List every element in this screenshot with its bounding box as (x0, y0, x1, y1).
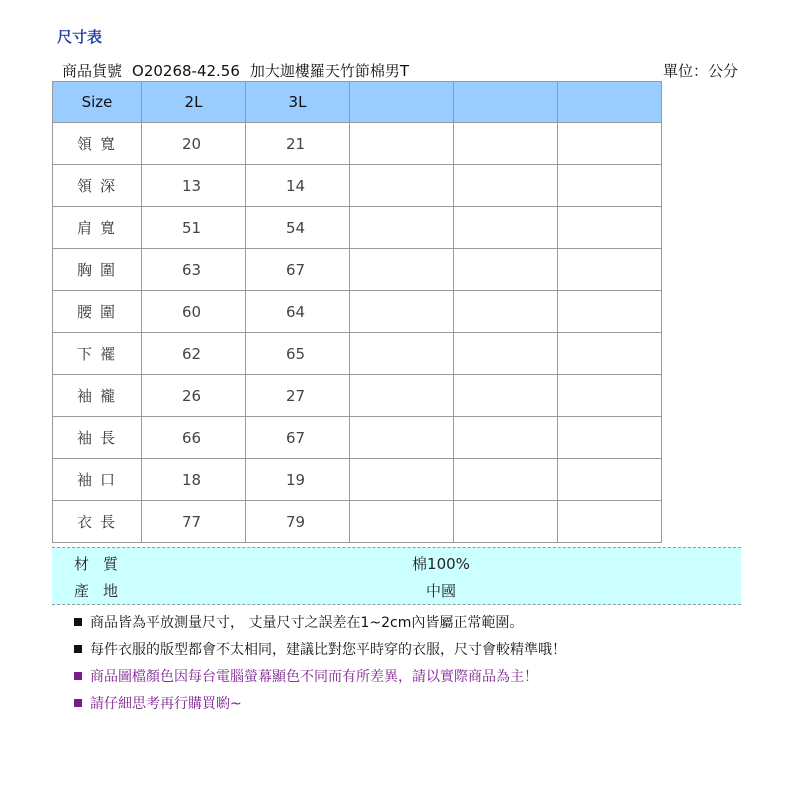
table-cell (558, 291, 662, 333)
row-label: 袖長 (53, 417, 142, 459)
table-cell (454, 249, 558, 291)
table-cell: 27 (246, 375, 350, 417)
table-cell (558, 501, 662, 543)
row-label: 腰圍 (53, 291, 142, 333)
note-text: 商品圖檔顏色因每台電腦螢幕顯色不同而有所差異，請以實際商品為主！ (90, 669, 538, 685)
row-label: 領深 (53, 165, 142, 207)
row-label: 袖襱 (53, 375, 142, 417)
table-cell: 54 (246, 207, 350, 249)
table-cell (350, 501, 454, 543)
table-cell: 63 (142, 249, 246, 291)
table-cell (454, 291, 558, 333)
table-cell (350, 207, 454, 249)
square-bullet-icon (74, 672, 82, 680)
table-cell: 13 (142, 165, 246, 207)
row-label: 胸圍 (53, 249, 142, 291)
table-cell: 14 (246, 165, 350, 207)
table-row (53, 291, 662, 333)
product-code-label: 商品貨號 (62, 62, 123, 80)
material-row (52, 549, 741, 575)
unit-label: 單位：公分 (662, 62, 738, 80)
table-cell: 67 (246, 249, 350, 291)
table-cell: 18 (142, 459, 246, 501)
product-info (62, 60, 419, 81)
header-cell: 3L (246, 82, 350, 123)
header-cell: Size (53, 82, 142, 123)
material-label: 材質 (74, 555, 133, 573)
row-label: 衣長 (53, 501, 142, 543)
row-label: 領寬 (53, 123, 142, 165)
table-row (53, 249, 662, 291)
header-cell (558, 82, 662, 123)
table-cell (558, 375, 662, 417)
table-cell: 26 (142, 375, 246, 417)
product-line (62, 60, 738, 80)
table-cell (558, 249, 662, 291)
row-label: 下襬 (53, 333, 142, 375)
table-cell (454, 501, 558, 543)
table-cell (454, 123, 558, 165)
product-code: O20268-42.56 (132, 62, 240, 80)
table-cell (350, 291, 454, 333)
table-header-row (53, 82, 662, 123)
table-cell (454, 165, 558, 207)
page-title: 尺寸表 (57, 28, 103, 46)
table-cell: 67 (246, 417, 350, 459)
origin-row (52, 576, 741, 602)
table-cell (350, 333, 454, 375)
table-cell (454, 417, 558, 459)
header-cell (350, 82, 454, 123)
table-cell: 20 (142, 123, 246, 165)
table-cell (558, 459, 662, 501)
origin-label: 產地 (74, 582, 133, 600)
table-cell: 64 (246, 291, 350, 333)
table-row (53, 417, 662, 459)
table-cell (350, 375, 454, 417)
table-cell (558, 333, 662, 375)
header-cell (454, 82, 558, 123)
row-label: 袖口 (53, 459, 142, 501)
table-cell: 77 (142, 501, 246, 543)
table-cell: 21 (246, 123, 350, 165)
note-item (74, 666, 566, 693)
size-table (52, 81, 662, 543)
table-row (53, 165, 662, 207)
table-cell (558, 165, 662, 207)
material-origin-panel (52, 547, 741, 605)
material-value: 棉100% (412, 555, 470, 573)
table-cell (350, 417, 454, 459)
table-row (53, 501, 662, 543)
row-label: 肩寬 (53, 207, 142, 249)
table-row (53, 207, 662, 249)
table-cell (558, 207, 662, 249)
table-cell (350, 165, 454, 207)
table-cell: 60 (142, 291, 246, 333)
table-cell: 51 (142, 207, 246, 249)
square-bullet-icon (74, 699, 82, 707)
table-cell (558, 123, 662, 165)
table-cell: 65 (246, 333, 350, 375)
table-cell (350, 459, 454, 501)
square-bullet-icon (74, 645, 82, 653)
table-cell (350, 123, 454, 165)
table-cell (558, 417, 662, 459)
note-item (74, 612, 566, 639)
table-cell (454, 207, 558, 249)
notes-list (74, 612, 566, 720)
table-cell: 66 (142, 417, 246, 459)
note-text: 請仔細思考再行購買喲~ (90, 696, 242, 712)
table-row (53, 375, 662, 417)
table-cell: 62 (142, 333, 246, 375)
product-name: 加大迦樓羅天竹節棉男T (249, 62, 410, 80)
note-text: 商品皆為平放測量尺寸， 丈量尺寸之誤差在1~2cm內皆屬正常範圍。 (90, 615, 524, 631)
note-text: 每件衣服的版型都會不太相同，建議比對您平時穿的衣服，尺寸會較精準哦！ (90, 642, 566, 658)
table-cell (350, 249, 454, 291)
table-cell (454, 333, 558, 375)
table-row (53, 333, 662, 375)
table-cell (454, 375, 558, 417)
table-cell (454, 459, 558, 501)
origin-value: 中國 (425, 582, 456, 600)
table-cell: 79 (246, 501, 350, 543)
note-item (74, 639, 566, 666)
table-cell: 19 (246, 459, 350, 501)
square-bullet-icon (74, 618, 82, 626)
table-row (53, 459, 662, 501)
note-item (74, 693, 566, 720)
header-cell: 2L (142, 82, 246, 123)
table-row (53, 123, 662, 165)
